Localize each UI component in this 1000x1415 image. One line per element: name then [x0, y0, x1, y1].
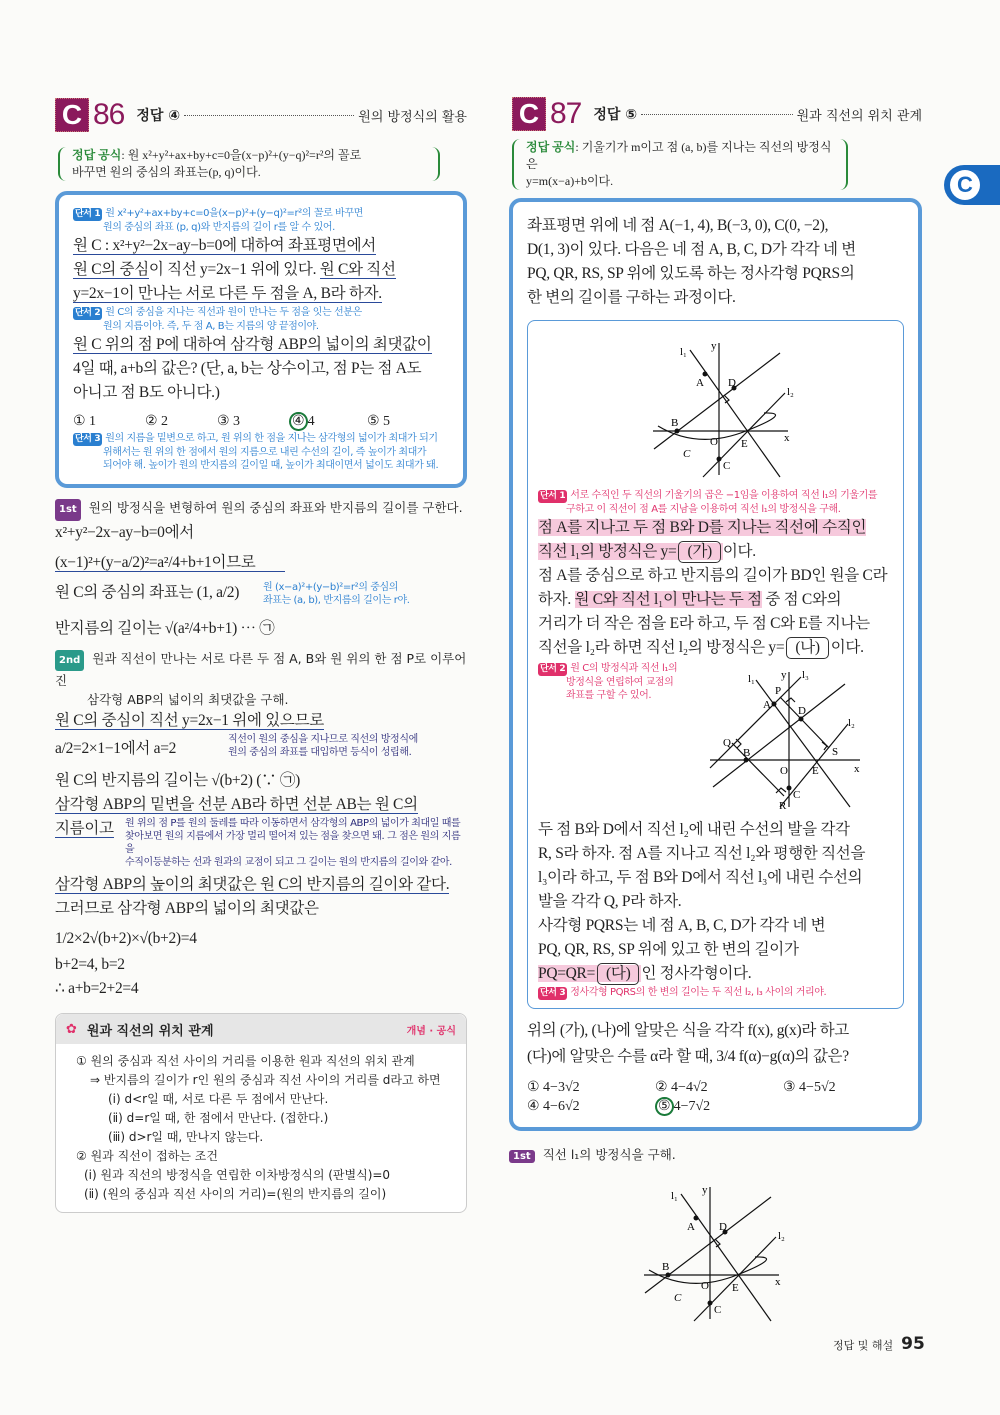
- label-d: D: [728, 377, 736, 389]
- problem-number: 86: [93, 98, 125, 131]
- hint-text: 원 C의 방정식과 직선 l₁의: [570, 663, 678, 674]
- topic-label: 원의 방정식의 활용: [358, 109, 467, 125]
- question-text: 4일 때, a+b의 값은? (단, a, b는 상수이고, 점 P는 점 A도: [73, 360, 422, 377]
- concept-line: (ⅲ) d>r일 때, 만나지 않는다.: [108, 1130, 264, 1144]
- solution-line: 원 C의 중심이 직선 y=2x−1 위에 있으므로: [55, 712, 324, 729]
- solution-line: (x−1)²+(y−a/2)²=a²/4+b+1이므로: [55, 554, 285, 572]
- concept-line: (ⅱ) (원의 중심과 직선 사이의 거리)=(원의 반지름의 길이): [84, 1187, 387, 1201]
- choice-4[interactable]: ④ 4−6√2: [527, 1099, 580, 1114]
- answer-choices: [73, 413, 449, 430]
- choice-value: 4: [307, 414, 315, 429]
- label-a: A: [687, 1221, 695, 1233]
- process-text: 이다.: [830, 639, 864, 656]
- question-text: 좌표평면 위에 네 점 A(−1, 4), B(−3, 0), C(0, −2),: [527, 217, 829, 234]
- concept-box: [55, 1013, 467, 1213]
- formula-text: : 기울기가 m이고 점 (a, b)를 지나는 직선의 방정식은: [526, 140, 832, 171]
- hint-text: 서로 수직인 두 직선의 기울기의 곱은 −1임을 이용하여 직선 l₁의 기울기를: [570, 490, 878, 501]
- hint-text: 위해서는 원 위의 한 점에서 원의 지름으로 내린 수선의 길이, 즉 높이가 최대가: [103, 447, 427, 458]
- hint-tag: 단서 2: [540, 664, 566, 674]
- solution-line: 삼각형 ABP의 높이의 최댓값은 원 C의 반지름의 길이와 같다.: [55, 876, 450, 893]
- category-badge: C: [512, 97, 546, 131]
- label-b: B: [662, 1261, 670, 1273]
- hint-text: 정사각형 PQRS의 한 변의 길이는 두 직선 l₂, l₃ 사이의 거리야.: [570, 987, 827, 998]
- formula-label: 정답 공식: [72, 148, 122, 162]
- section-tab-label: C: [950, 170, 980, 200]
- hint-2-block: [538, 662, 688, 702]
- note-text: 원 (x−a)²+(y−b)²=r²의 중심의: [263, 582, 399, 593]
- process-text: 직선을 l₂라 하면 직선 l₂의 방정식은 y=: [538, 639, 785, 656]
- note-text: 좌표는 (a, b), 반지름의 길이는 r야.: [263, 595, 410, 606]
- label-y: y: [781, 669, 787, 681]
- left-column: [55, 97, 467, 1213]
- choice-4[interactable]: [289, 413, 367, 430]
- solution-line: b+2=4, b=2: [55, 956, 125, 973]
- section-tab[interactable]: [944, 165, 1000, 205]
- label-l2: l₂: [778, 1230, 785, 1242]
- process-text: l₃이라 하고, 두 점 B와 D에서 직선 l₃에 내린 수선의: [538, 869, 863, 886]
- label-c: C: [714, 1304, 722, 1316]
- choice-1[interactable]: ① 4−3√2: [527, 1080, 580, 1095]
- topic-label: 원과 직선의 위치 관계: [796, 108, 922, 124]
- label-l1: l₁: [748, 673, 755, 685]
- label-y: y: [702, 1184, 708, 1196]
- label-d: D: [798, 705, 806, 717]
- formula-text: y=m(x−a)+b이다.: [526, 174, 614, 188]
- choice-2[interactable]: ② 4−4√2: [655, 1080, 708, 1095]
- step-badge: 1st: [55, 499, 81, 521]
- label-l2: l₂: [787, 386, 794, 398]
- choice-5[interactable]: ⑤ 5: [367, 414, 391, 429]
- question-text: 한 변의 길이를 구하는 과정이다.: [527, 289, 736, 306]
- formula-note: [58, 147, 440, 181]
- process-text: 하자.: [538, 591, 575, 608]
- note-text: 직선이 원의 중심을 지나므로 직선의 방정식에: [228, 734, 418, 745]
- choice-2[interactable]: ② 2: [145, 414, 169, 429]
- hint-text: 구하고 이 직선이 점 A를 지남을 이용하여 직선 l₁의 방정식을 구해.: [566, 504, 841, 515]
- hint-text: 원의 지름을 밑변으로 하고, 원 위의 한 점을 지나는 삼각형의 넓이가 최대가 되기: [105, 433, 438, 444]
- process-text: PQ=QR=: [538, 965, 596, 982]
- answer-label: 정답 ④: [136, 108, 181, 124]
- answer-label: 정답 ⑤: [593, 107, 638, 123]
- question-text: 원 C의 중심: [73, 261, 149, 278]
- label-l1: l₁: [680, 346, 687, 358]
- process-text: 중 점 C와의: [761, 591, 842, 608]
- process-text: 발을 각각 Q, P라 하자.: [538, 893, 682, 910]
- answer-choices: [527, 1079, 904, 1115]
- blank-da: (다): [597, 963, 639, 985]
- hint-text: 좌표를 구할 수 있어.: [566, 690, 652, 701]
- question-text: 위의 (가), (나)에 알맞은 식을 각각 f(x), g(x)라 하고: [527, 1022, 849, 1039]
- formula-text: : 원 x²+y²+ax+by+c=0을(x−p)²+(y−q)²=r²의 꼴로: [121, 148, 362, 162]
- label-x: x: [775, 1276, 781, 1288]
- concept-line: (ⅰ) 원과 직선의 방정식을 연립한 이차방정식의 (판별식)=0: [84, 1168, 391, 1182]
- label-y: y: [711, 340, 717, 352]
- label-circle-c: C: [683, 448, 691, 460]
- step-badge: 1st: [509, 1150, 535, 1163]
- hint-text: 방정식을 연립하여 교점의: [566, 677, 674, 688]
- hint-tag: 단서 3: [540, 988, 566, 998]
- choice-value: 4−7√2: [673, 1099, 711, 1114]
- question-text: 원 C와 직선: [319, 261, 396, 278]
- concept-line: ⇒ 반지름의 길이가 r인 원의 중심과 직선 사이의 거리를 d라고 하면: [90, 1073, 441, 1087]
- category-badge: C: [55, 98, 89, 132]
- label-circle-c: C: [674, 1292, 682, 1304]
- note-text: 찾아보면 원의 지름에서 가장 멀리 떨어져 있는 점을 찾으면 돼. 그 점은 원의 지름을: [125, 831, 461, 855]
- label-l3: l₃: [802, 669, 809, 681]
- question-text: 원 C : x²+y²−2x−ay−b=0에 대하여 좌표평면에서: [73, 237, 376, 254]
- process-text: 사각형 PQRS는 네 점 A, B, C, D가 각각 네 변: [538, 917, 826, 934]
- problem-86-header: [55, 97, 467, 133]
- figure-2: [688, 662, 888, 812]
- label-x: x: [854, 763, 860, 775]
- process-text: 점 A를 지나고 두 점 B와 D를 지나는 직선에 수직인: [538, 519, 867, 536]
- hint-text: 원의 중심의 좌표 (p, q)와 반지름의 길이 r를 알 수 있어.: [103, 222, 335, 233]
- step-badge: 2nd: [55, 650, 84, 671]
- process-text: 두 점 B와 D에서 직선 l₂에 내린 수선의 발을 각각: [538, 821, 850, 838]
- figure-1: [628, 325, 828, 485]
- page-footer: [833, 1334, 925, 1354]
- process-text: 직선 l₁의 방정식은 y=: [538, 543, 677, 560]
- label-b: B: [671, 417, 679, 429]
- choice-1[interactable]: ① 1: [73, 414, 97, 429]
- concept-line: (ⅱ) d=r일 때, 한 점에서 만난다. (접한다.): [108, 1111, 329, 1125]
- blank-na: (나): [786, 637, 828, 659]
- choice-3[interactable]: ③ 3: [217, 414, 241, 429]
- hint-tag: 단서 2: [75, 308, 101, 318]
- formula-note: [512, 139, 848, 190]
- solution-line: ∴ a+b=2+2=4: [55, 980, 139, 997]
- question-text: PQ, QR, RS, SP 위에 있도록 하는 정사각형 PQRS의: [527, 265, 855, 282]
- label-r: R: [779, 800, 787, 812]
- question-box: [509, 198, 922, 1131]
- selected-mark: ⑤: [655, 1097, 674, 1116]
- concept-line: ① 원의 중심과 직선 사이의 거리를 이용한 원과 직선의 위치 관계: [76, 1054, 415, 1068]
- question-box: [55, 191, 467, 488]
- label-o: O: [710, 436, 718, 448]
- step-title: 원의 방정식을 변형하여 원의 중심의 좌표와 반지름의 길이를 구한다.: [88, 500, 463, 515]
- solution-86: [55, 498, 467, 1001]
- leader-dots: [184, 115, 354, 116]
- step-title: 직선 l₁의 방정식을 구해.: [542, 1147, 676, 1162]
- process-box: [527, 320, 904, 1009]
- solution-line: 지름이고: [55, 820, 114, 837]
- label-o: O: [780, 765, 788, 777]
- selected-mark: ④: [289, 412, 308, 431]
- hint-tag: 단서 1: [540, 491, 566, 501]
- label-e: E: [812, 765, 819, 777]
- formula-text: 바꾸면 원의 중심의 좌표는(p, q)이다.: [72, 165, 261, 179]
- process-text: 인 정사각형이다.: [641, 965, 752, 982]
- note-text: 원의 중심의 좌표를 대입하면 등식이 성립해.: [228, 747, 412, 758]
- solution-line: 삼각형 ABP의 밑변을 선분 AB라 하면 선분 AB는 원 C의: [55, 796, 418, 813]
- process-text: PQ, QR, RS, SP 위에 있고 한 변의 길이가: [538, 941, 799, 958]
- choice-3[interactable]: ③ 4−5√2: [783, 1080, 836, 1095]
- solution-line: 그러므로 삼각형 ABP의 넓이의 최댓값은: [55, 900, 319, 917]
- solution-line: x²+y²−2x−ay−b=0에서: [55, 524, 194, 541]
- label-l1: l₁: [671, 1190, 678, 1202]
- question-text: y=2x−1이 만나는 서로 다른 두 점을 A, B라 하자.: [73, 285, 382, 302]
- label-l2: l₂: [848, 717, 855, 729]
- concept-line: (ⅰ) d<r일 때, 서로 다른 두 점에서 만난다.: [108, 1092, 329, 1106]
- problem-number: 87: [550, 97, 582, 130]
- label-c: C: [723, 460, 731, 472]
- question-text: (다)에 알맞은 수를 α라 할 때, 3/4 f(α)−g(α)의 값은?: [527, 1048, 849, 1065]
- solution-87-step1: [509, 1145, 922, 1163]
- right-column: [509, 96, 922, 1329]
- concept-line: ② 원과 직선이 접하는 조건: [76, 1149, 218, 1163]
- label-a: A: [763, 699, 771, 711]
- hint-text: 원의 지름이야. 즉, 두 점 A, B는 지름의 양 끝점이야.: [103, 321, 319, 332]
- page-number: 95: [901, 1334, 925, 1354]
- note-text: 수직이등분하는 선과 원과의 교점이 되고 그 길이는 원의 반지름의 길이와 같아.: [125, 857, 452, 868]
- label-d: D: [719, 1221, 727, 1233]
- problem-87-header: [512, 96, 922, 132]
- question-text: D(1, 3)이 있다. 다음은 네 점 A, B, C, D가 각각 네 변: [527, 241, 856, 258]
- hint-tag: 단서 1: [75, 209, 101, 219]
- label-c: C: [793, 789, 801, 801]
- solution-line: a/2=2×1−1에서 a=2: [55, 740, 177, 757]
- label-e: E: [741, 438, 748, 450]
- formula-label: 정답 공식: [526, 140, 576, 154]
- question-text: 원 C 위의 점 P에 대하여 삼각형 ABP의 넓이의 최댓값이: [73, 336, 432, 353]
- blank-ga: (가): [678, 541, 720, 563]
- hint-text: 원 x²+y²+ax+by+c=0을(x−p)²+(y−q)²=r²의 꼴로 바꾸면: [105, 208, 363, 219]
- label-o: O: [701, 1280, 709, 1292]
- footer-label: 정답 및 해설: [833, 1339, 894, 1352]
- label-s: S: [832, 746, 839, 758]
- process-text: 점 A를 중심으로 하고 반지름의 길이가 BD인 원을 C라: [538, 567, 888, 584]
- process-text: R, S라 하자. 점 A를 지나고 직선 l₂와 평행한 직선을: [538, 845, 866, 862]
- solution-line: 1/2×2√(b+2)×√(b+2)=4: [55, 930, 197, 947]
- label-p: P: [775, 685, 782, 697]
- solution-line: 원 C의 중심의 좌표는 (1, a/2): [55, 584, 240, 601]
- process-text: 거리가 더 작은 점을 E라 하고, 두 점 C와 E를 지나는: [538, 615, 870, 632]
- question-text: 이 직선 y=2x−1 위에 있다.: [148, 261, 320, 278]
- note-text: 원 위의 점 P를 원의 둘레를 따라 이동하면서 삼각형의 ABP의 넓이가 최대일 때를: [125, 818, 461, 829]
- label-x: x: [784, 432, 790, 444]
- step-title: 원과 직선이 만나는 서로 다른 두 점 A, B와 원 위의 한 점 P로 이루어진: [55, 651, 467, 688]
- leader-dots: [641, 114, 792, 115]
- figure-3: [619, 1169, 819, 1329]
- concept-title: 원과 직선의 위치 관계: [86, 1023, 214, 1039]
- solution-line: 원 C의 반지름의 길이는 √(b+2) (∵ ㉠): [55, 772, 300, 789]
- hint-text: 원 C의 중심을 지나는 직선과 원이 만나는 두 점을 잇는 선분은: [105, 307, 362, 318]
- process-text: 원 C와 직선 l₁이 만나는 두 점: [574, 591, 762, 608]
- step-title: 삼각형 ABP의 넓이의 최댓값을 구해.: [87, 692, 289, 707]
- hint-tag: 단서 3: [75, 434, 101, 444]
- flower-icon: ✿: [66, 1021, 77, 1037]
- solution-line: 반지름의 길이는 √(a²/4+b+1) ⋯ ㉠: [55, 620, 275, 637]
- label-b: B: [743, 747, 751, 759]
- concept-badge: 개념 · 공식: [406, 1025, 456, 1037]
- label-q: Q: [723, 737, 731, 749]
- label-a: A: [696, 377, 704, 389]
- question-text: 아니고 점 B도 아니다.): [73, 384, 220, 401]
- label-e: E: [732, 1282, 739, 1294]
- hint-text: 되어야 해. 높이가 원의 반지름의 길이일 때, 높이가 최대이면서 넓이도 최대가 돼.: [103, 460, 439, 471]
- process-text: 이다.: [722, 543, 756, 560]
- choice-5[interactable]: [655, 1098, 710, 1115]
